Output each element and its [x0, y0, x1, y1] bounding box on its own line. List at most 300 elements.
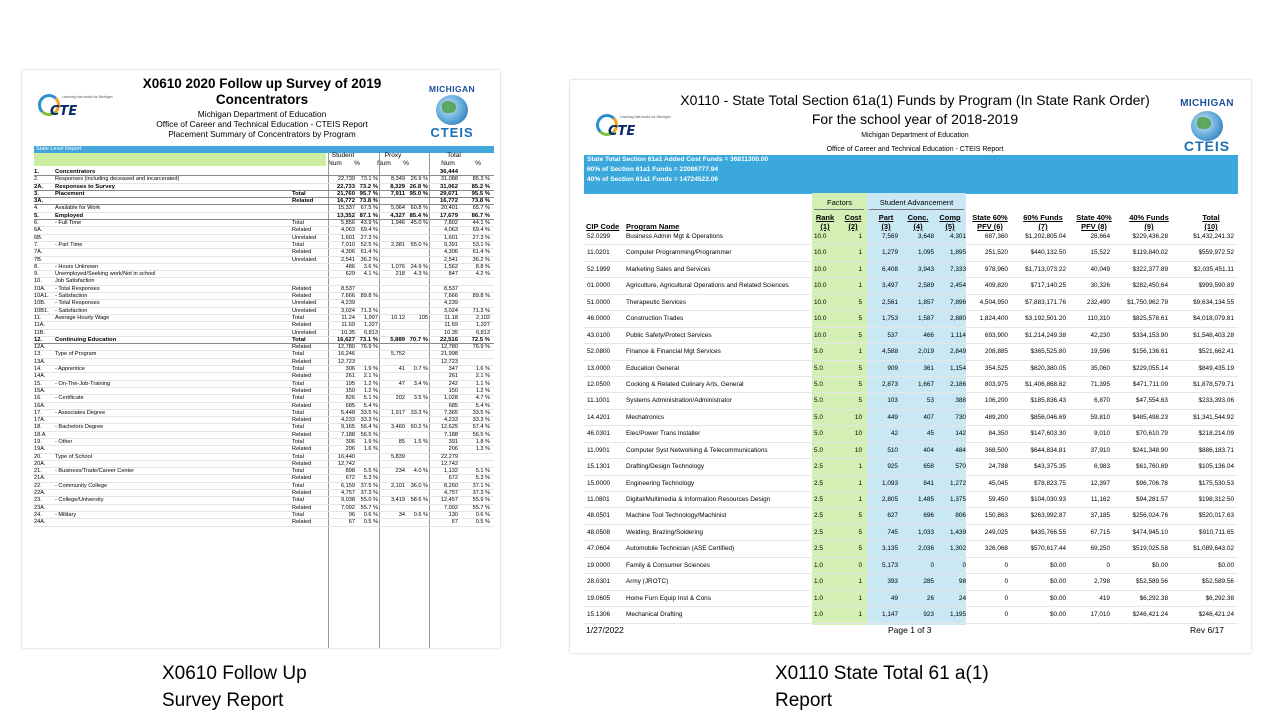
cell-tn: 16,772: [439, 198, 458, 205]
total-num-header: Num: [441, 160, 455, 167]
cell-sp: 0.6 %: [363, 511, 378, 518]
cell-s60: 354,525: [984, 364, 1008, 372]
cell-cost: 1: [858, 594, 862, 602]
cell-rank: 5.0: [814, 446, 823, 454]
cell-s40: 11,162: [1090, 496, 1110, 503]
cell-t: Total: [292, 511, 304, 518]
cell-sp: 1.2 %: [363, 380, 378, 387]
table-row: [34, 322, 494, 329]
cell-tn: 12,457: [440, 497, 458, 504]
cell-conc: 53: [926, 397, 934, 405]
cell-sp: 69.4 %: [360, 227, 378, 234]
cell-c: 21A.: [34, 475, 46, 482]
cell-cost: 1: [858, 479, 862, 487]
cell-tot: $105,136.04: [1198, 463, 1234, 471]
cell-tot: $218,214.09: [1198, 430, 1234, 438]
org-line-1: Michigan Department of Education: [861, 132, 969, 139]
cell-tn: 11.69: [444, 322, 458, 329]
cell-d: Available for Work: [55, 205, 101, 212]
cell-d: Average Hourly Wage: [55, 314, 110, 321]
cell-f60: $0.00: [1050, 578, 1066, 586]
cell-tn: 12,625: [440, 424, 458, 431]
cell-f40: $47,554.63: [1136, 397, 1168, 405]
funds-60-header: 60% Funds: [1023, 213, 1063, 222]
cell-pp: 36.0 %: [410, 482, 428, 489]
cell-cost: 1: [858, 611, 862, 619]
cell-tp: 85.3 %: [472, 176, 490, 183]
cell-cip: 11.0801: [587, 496, 610, 503]
cell-sp: 1,997: [364, 314, 378, 321]
cell-tn: 242: [448, 380, 458, 387]
cell-s40: 28,664: [1090, 233, 1110, 240]
cell-t: Related: [292, 285, 312, 292]
cell-sn: 6,159: [341, 482, 355, 489]
cell-cost: 5: [858, 397, 862, 405]
cell-f60: $43,375.35: [1034, 463, 1066, 471]
cell-pp: 3.5 %: [413, 395, 428, 402]
cell-comp: 1,439: [950, 528, 966, 536]
cell-t: Related: [292, 490, 312, 497]
cell-tp: 5.4 %: [475, 402, 490, 409]
cell-f60: $263,992.87: [1030, 512, 1066, 520]
table-row: [34, 315, 494, 322]
cell-name: Business Admin Mgt & Operations: [626, 233, 723, 240]
cell-sn: 672: [345, 475, 355, 482]
cell-s40: 2,798: [1094, 578, 1110, 586]
cell-name: Elec/Power Trans Installer: [626, 430, 701, 438]
cell-pp: 24.9 %: [410, 263, 428, 270]
cell-c: 8.: [34, 263, 39, 270]
cell-sp: 1.2 %: [363, 387, 378, 394]
cell-conc: 1,485: [918, 496, 934, 503]
cell-sp: 89.8 %: [360, 293, 378, 300]
cell-t: Total: [292, 241, 304, 248]
cell-s60: 1,824,400: [979, 315, 1008, 323]
cell-t: Unrelated: [292, 300, 317, 307]
cell-tp: 6,813: [476, 329, 490, 336]
cell-sn: 12,723: [337, 358, 355, 365]
table-row: [34, 373, 494, 380]
cell-cip: 19.0000: [587, 561, 611, 569]
cell-tp: 55.9 %: [472, 497, 490, 504]
cell-sn: 21,760: [336, 190, 355, 197]
cell-d: Responses to Survey: [55, 183, 115, 190]
cell-c: 14A.: [34, 373, 46, 380]
cell-comp: 570: [955, 463, 966, 471]
proxy-num-header: Num: [377, 160, 391, 167]
cell-s40: 9,010: [1094, 430, 1110, 438]
cell-comp: 484: [955, 446, 966, 454]
table-row: [34, 359, 494, 366]
table-row: [584, 328, 1238, 344]
cell-pn: 5,889: [390, 336, 405, 343]
cell-c: 22.: [34, 482, 42, 489]
cell-cip: 52.0800: [587, 348, 611, 356]
report-subtitle: Placement Summary of Concentrators by Program: [168, 129, 356, 139]
cell-pp: 3.4 %: [413, 380, 428, 387]
cell-cip: 48.0508: [587, 528, 611, 536]
cell-s60: 693,900: [984, 331, 1008, 339]
cell-sn: 4,063: [341, 227, 355, 234]
funds-summary-box: [584, 155, 1238, 194]
cell-c: 3A.: [34, 198, 44, 205]
table-row: [584, 410, 1238, 426]
cell-d: - Total Responses: [55, 285, 100, 292]
cell-part: 449: [887, 413, 898, 421]
cell-name: Construction Trades: [626, 315, 684, 323]
cell-s40: 37,185: [1090, 512, 1110, 520]
cell-c: 17A.: [34, 417, 46, 424]
table-row: [34, 286, 494, 293]
table-row: [34, 198, 494, 205]
org-line-2: Office of Career and Technical Education - CTEIS Report: [156, 119, 368, 129]
cell-cip: 43.0100: [587, 331, 611, 339]
summary-60: 60% of Section 61a1 Funds = 22086777.94: [587, 166, 719, 173]
cell-s60: 251,520: [984, 249, 1008, 257]
cell-tot: $2,035,451.11: [1193, 265, 1234, 273]
table-row: [584, 476, 1238, 492]
cell-pn: 3,460: [391, 424, 405, 431]
cell-comp: 7,333: [950, 265, 966, 273]
table-row: [34, 169, 494, 176]
cell-tp: 71.3 %: [472, 307, 490, 314]
cell-rank: 5.0: [814, 413, 823, 421]
table-row: [584, 525, 1238, 541]
cell-sn: 4,239: [341, 300, 355, 307]
table-row: [34, 220, 494, 227]
cell-conc: 3,648: [918, 233, 934, 240]
cell-f60: $570,617.44: [1030, 545, 1066, 553]
cell-t: Unrelated: [292, 256, 317, 263]
cell-conc: 841: [923, 479, 934, 487]
cell-rank: 2.5: [814, 463, 823, 471]
cell-comp: 1,154: [950, 364, 966, 372]
cell-pn: 2,381: [391, 241, 405, 248]
cell-tp: 1,327: [476, 322, 490, 329]
cell-conc: 2,019: [918, 348, 934, 356]
cell-c: 13.: [34, 351, 42, 358]
table-row: [34, 446, 494, 453]
cell-c: 6A.: [34, 227, 43, 234]
table-row: [34, 235, 494, 242]
cell-f60: $440,132.50: [1030, 249, 1066, 257]
cell-c: 16.: [34, 395, 42, 402]
cell-rank: 5.0: [814, 380, 823, 388]
cell-pp: 0.7 %: [413, 366, 428, 373]
cell-cost: 1: [858, 496, 862, 503]
cell-f40: $519,025.58: [1132, 545, 1168, 553]
cell-comp: 806: [955, 512, 966, 520]
cell-c: 5.: [34, 212, 39, 219]
cell-name: Cooking & Related Culinary Arts, General: [626, 380, 744, 388]
cell-c: 10B1.: [34, 307, 49, 314]
cell-t: Unrelated: [292, 307, 317, 314]
cell-f40: $485,498.23: [1132, 413, 1168, 421]
cell-t: Total: [292, 395, 304, 402]
cell-t: Total: [292, 438, 304, 445]
cell-tp: 85.2 %: [471, 183, 490, 190]
cell-t: Related: [292, 431, 312, 438]
table-row: [34, 410, 494, 417]
cell-tot: $521,662.41: [1198, 348, 1234, 356]
table-row: [34, 308, 494, 315]
cell-sp: 6,813: [364, 329, 378, 336]
cell-part: 1,753: [882, 315, 898, 323]
cell-cost: 10: [854, 430, 862, 438]
cell-s40: 17,010: [1090, 611, 1110, 619]
cell-c: 7.: [34, 241, 39, 248]
table-row: [34, 403, 494, 410]
cell-t: Related: [292, 519, 312, 526]
cell-tp: 1.2 %: [475, 387, 490, 394]
cell-name: Engineering Technology: [626, 479, 695, 487]
cell-part: 925: [887, 463, 898, 471]
cell-sp: 1.6 %: [363, 446, 378, 453]
cell-pp: 26.8 %: [409, 183, 428, 190]
cell-pn: 47: [398, 380, 405, 387]
table-row: [34, 483, 494, 490]
cell-sn: 195: [345, 380, 355, 387]
table-row: [34, 271, 494, 278]
cell-tn: 9,391: [444, 241, 458, 248]
cell-tn: 10.35: [444, 329, 458, 336]
cell-c: 1.: [34, 169, 39, 175]
cell-sn: 2,541: [341, 256, 355, 263]
cell-rank: 5.0: [814, 364, 823, 372]
table-row: [34, 424, 494, 431]
cell-tn: 4,233: [444, 417, 458, 424]
cell-f40: $256,024.76: [1132, 512, 1168, 520]
cell-f60: $147,603.30: [1030, 430, 1066, 438]
cell-pn: 1,917: [391, 409, 405, 416]
cell-sp: 73.2 %: [359, 183, 378, 190]
cell-name: Agriculture, Agricultural Operations and Related Sciences: [626, 282, 789, 290]
cell-d: Employed: [55, 212, 84, 219]
cell-s60: 489,200: [984, 413, 1008, 421]
cell-pp: 58.6 %: [410, 497, 428, 504]
cell-s40: 59,810: [1090, 413, 1110, 421]
student-advancement-group-header: Student Advancement: [879, 198, 954, 207]
cell-d: - Bachelors Degree: [55, 424, 104, 431]
cell-f60: $435,766.55: [1030, 528, 1066, 536]
cell-f60: $7,883,171.76: [1025, 298, 1066, 306]
cell-tn: 12,742: [440, 460, 458, 467]
cell-sp: 56.4 %: [360, 424, 378, 431]
cell-sn: 486: [345, 263, 355, 270]
cell-name: Drafting/Design Technology: [626, 463, 705, 471]
cell-conc: 2,036: [918, 545, 934, 553]
cell-cost: 10: [854, 413, 862, 421]
cell-f40: $119,840.02: [1132, 249, 1168, 257]
table-row: [34, 205, 494, 212]
cell-cost: 1: [858, 249, 862, 257]
funds-40-num-header: (9): [1144, 222, 1154, 231]
left-caption: X0610 Follow Up Survey Report: [162, 663, 307, 711]
cell-part: 537: [887, 331, 898, 339]
cell-f40: $825,578.61: [1132, 315, 1168, 323]
cell-sp: 95.7 %: [359, 190, 378, 197]
table-row: [584, 426, 1238, 442]
cell-c: 7B.: [34, 256, 43, 263]
cell-sn: 11.24: [341, 314, 355, 321]
cell-sp: 37.5 %: [360, 482, 378, 489]
rank-num-header: (1): [820, 222, 830, 231]
cell-sn: 22,733: [336, 183, 355, 190]
cell-rank: 10.0: [814, 331, 827, 339]
cell-c: 6.: [34, 220, 39, 227]
cell-d: - Hours Unknown: [55, 263, 99, 270]
table-row: [34, 519, 494, 526]
cell-sp: 43.9 %: [360, 220, 378, 227]
cell-sn: 4,757: [341, 490, 355, 497]
cell-tn: 31,088: [440, 176, 458, 183]
table-row: [584, 278, 1238, 294]
cell-t: Total: [292, 220, 304, 227]
cell-rank: 1.0: [814, 611, 823, 619]
cell-conc: 3,943: [918, 265, 934, 273]
cell-tp: 1.8 %: [475, 438, 490, 445]
cell-tn: 12,780: [440, 344, 458, 351]
cell-comp: 730: [955, 413, 966, 421]
cell-rank: 5.0: [814, 430, 823, 438]
cell-tp: 8.8 %: [475, 263, 490, 270]
cell-cost: 5: [858, 364, 862, 372]
cell-tp: 33.5 %: [472, 409, 490, 416]
cell-f60: $0.00: [1050, 611, 1066, 619]
cell-part: 2,561: [882, 298, 898, 306]
cell-sn: 3,024: [341, 307, 355, 314]
cell-tn: 7,188: [444, 431, 458, 438]
cell-c: 10B.: [34, 300, 46, 307]
cell-comp: 2,454: [950, 282, 966, 290]
cell-cip: 46.0000: [587, 315, 611, 323]
cell-comp: 2,880: [950, 315, 966, 323]
cell-conc: 0: [930, 561, 934, 569]
cell-f40: $96,706.78: [1136, 479, 1168, 487]
table-row: [584, 311, 1238, 327]
cell-t: Total: [292, 468, 304, 475]
cell-pp: 0.6 %: [413, 511, 428, 518]
cell-f60: $1,713,073.22: [1025, 265, 1066, 273]
cell-c: 11.: [34, 314, 42, 321]
cell-c: 22A.: [34, 490, 46, 497]
table-row: [34, 468, 494, 475]
cell-tn: 4,757: [444, 490, 458, 497]
cell-comp: 1,272: [950, 479, 966, 487]
cell-sn: 206: [345, 446, 355, 453]
cell-s40: 15,522: [1090, 249, 1110, 257]
cell-sn: 5,448: [341, 409, 355, 416]
cell-name: Automobile Technician (ASE Certified): [626, 545, 735, 553]
table-row: [584, 508, 1238, 524]
cell-s40: 42,230: [1090, 331, 1110, 339]
cell-s60: 368,500: [984, 446, 1008, 454]
cell-d: - Certificate: [55, 395, 84, 402]
cell-name: Systems Administration/Administrator: [626, 397, 732, 405]
cell-part: 510: [887, 446, 898, 454]
cell-c: 17.: [34, 409, 42, 416]
cell-tot: $1,089,643.02: [1193, 545, 1234, 553]
cell-f60: $0.00: [1050, 594, 1066, 602]
cell-cost: 1: [858, 348, 862, 356]
cell-c: 2.: [34, 176, 39, 183]
cell-f40: $52,589.56: [1136, 578, 1168, 586]
rank-header: Rank: [815, 213, 835, 222]
cell-sp: 5.5 %: [363, 468, 378, 475]
cell-pp: 45.0 %: [410, 220, 428, 227]
cell-t: Total: [292, 366, 304, 373]
cell-sn: 7,010: [341, 241, 355, 248]
cell-tot: $6,292.38: [1205, 594, 1234, 602]
cell-s40: 6,870: [1094, 397, 1110, 405]
proxy-header: Proxy: [384, 152, 402, 159]
part-header: Part: [878, 213, 894, 222]
cell-pn: 234: [395, 468, 405, 475]
cell-tn: 1,132: [444, 468, 458, 475]
cell-part: 3,135: [882, 545, 898, 553]
cell-c: 19.: [34, 438, 42, 445]
cell-d: - Satisfaction: [55, 307, 88, 314]
cell-conc: 923: [923, 611, 934, 619]
cell-tn: 8,537: [444, 285, 458, 292]
cell-conc: 404: [923, 446, 934, 454]
table-row: [34, 381, 494, 388]
footer-date: 1/27/2022: [586, 625, 624, 635]
table-row: [34, 351, 494, 358]
cell-tn: 17,679: [439, 212, 458, 219]
cell-t: Total: [292, 351, 304, 358]
cell-c: 16A.: [34, 402, 46, 409]
cell-sn: 96: [348, 511, 355, 518]
cell-tn: 22,516: [439, 336, 458, 343]
cell-comp: 1,895: [950, 249, 966, 257]
table-row: [34, 300, 494, 307]
cell-f60: $856,046.69: [1030, 413, 1066, 421]
cell-conc: 1,095: [918, 249, 934, 257]
cell-sn: 9,038: [341, 497, 355, 504]
cell-tp: 0.5 %: [475, 519, 490, 526]
cell-tp: 57.4 %: [472, 424, 490, 431]
cell-f40: $229,055.14: [1132, 364, 1168, 372]
cell-tp: 1.6 %: [475, 366, 490, 373]
state-40-header: State 40%: [1076, 213, 1112, 222]
cell-sp: 5.3 %: [363, 475, 378, 482]
cell-pn: 34: [398, 511, 405, 518]
cell-sp: 73.1 %: [359, 336, 378, 343]
cell-t: Related: [292, 249, 312, 256]
cell-c: 14.: [34, 366, 42, 373]
cell-f40: $1,750,962.79: [1127, 298, 1168, 306]
table-row: [584, 607, 1238, 623]
cell-tn: 150: [448, 387, 458, 394]
cell-t: Total: [292, 336, 306, 343]
cell-rank: 2.5: [814, 479, 823, 487]
cell-t: Related: [292, 387, 312, 394]
cell-d: Unemployed/Seeking work/Not in school: [55, 271, 156, 278]
cell-tp: 33.3 %: [472, 417, 490, 424]
cell-name: Family & Consumer Sciences: [626, 561, 710, 569]
cell-s40: 232,490: [1086, 298, 1110, 306]
cell-f40: $94,281.57: [1136, 496, 1168, 503]
cell-sn: 898: [345, 468, 355, 475]
cell-d: - Associates Degree: [55, 409, 106, 416]
cell-c: 7A.: [34, 249, 43, 256]
cell-c: 11B.: [34, 329, 46, 336]
cip-code-header: CIP Code: [586, 222, 620, 231]
table-row: [34, 293, 494, 300]
cell-sn: 9,165: [341, 424, 355, 431]
cell-pn: 8,349: [391, 176, 405, 183]
